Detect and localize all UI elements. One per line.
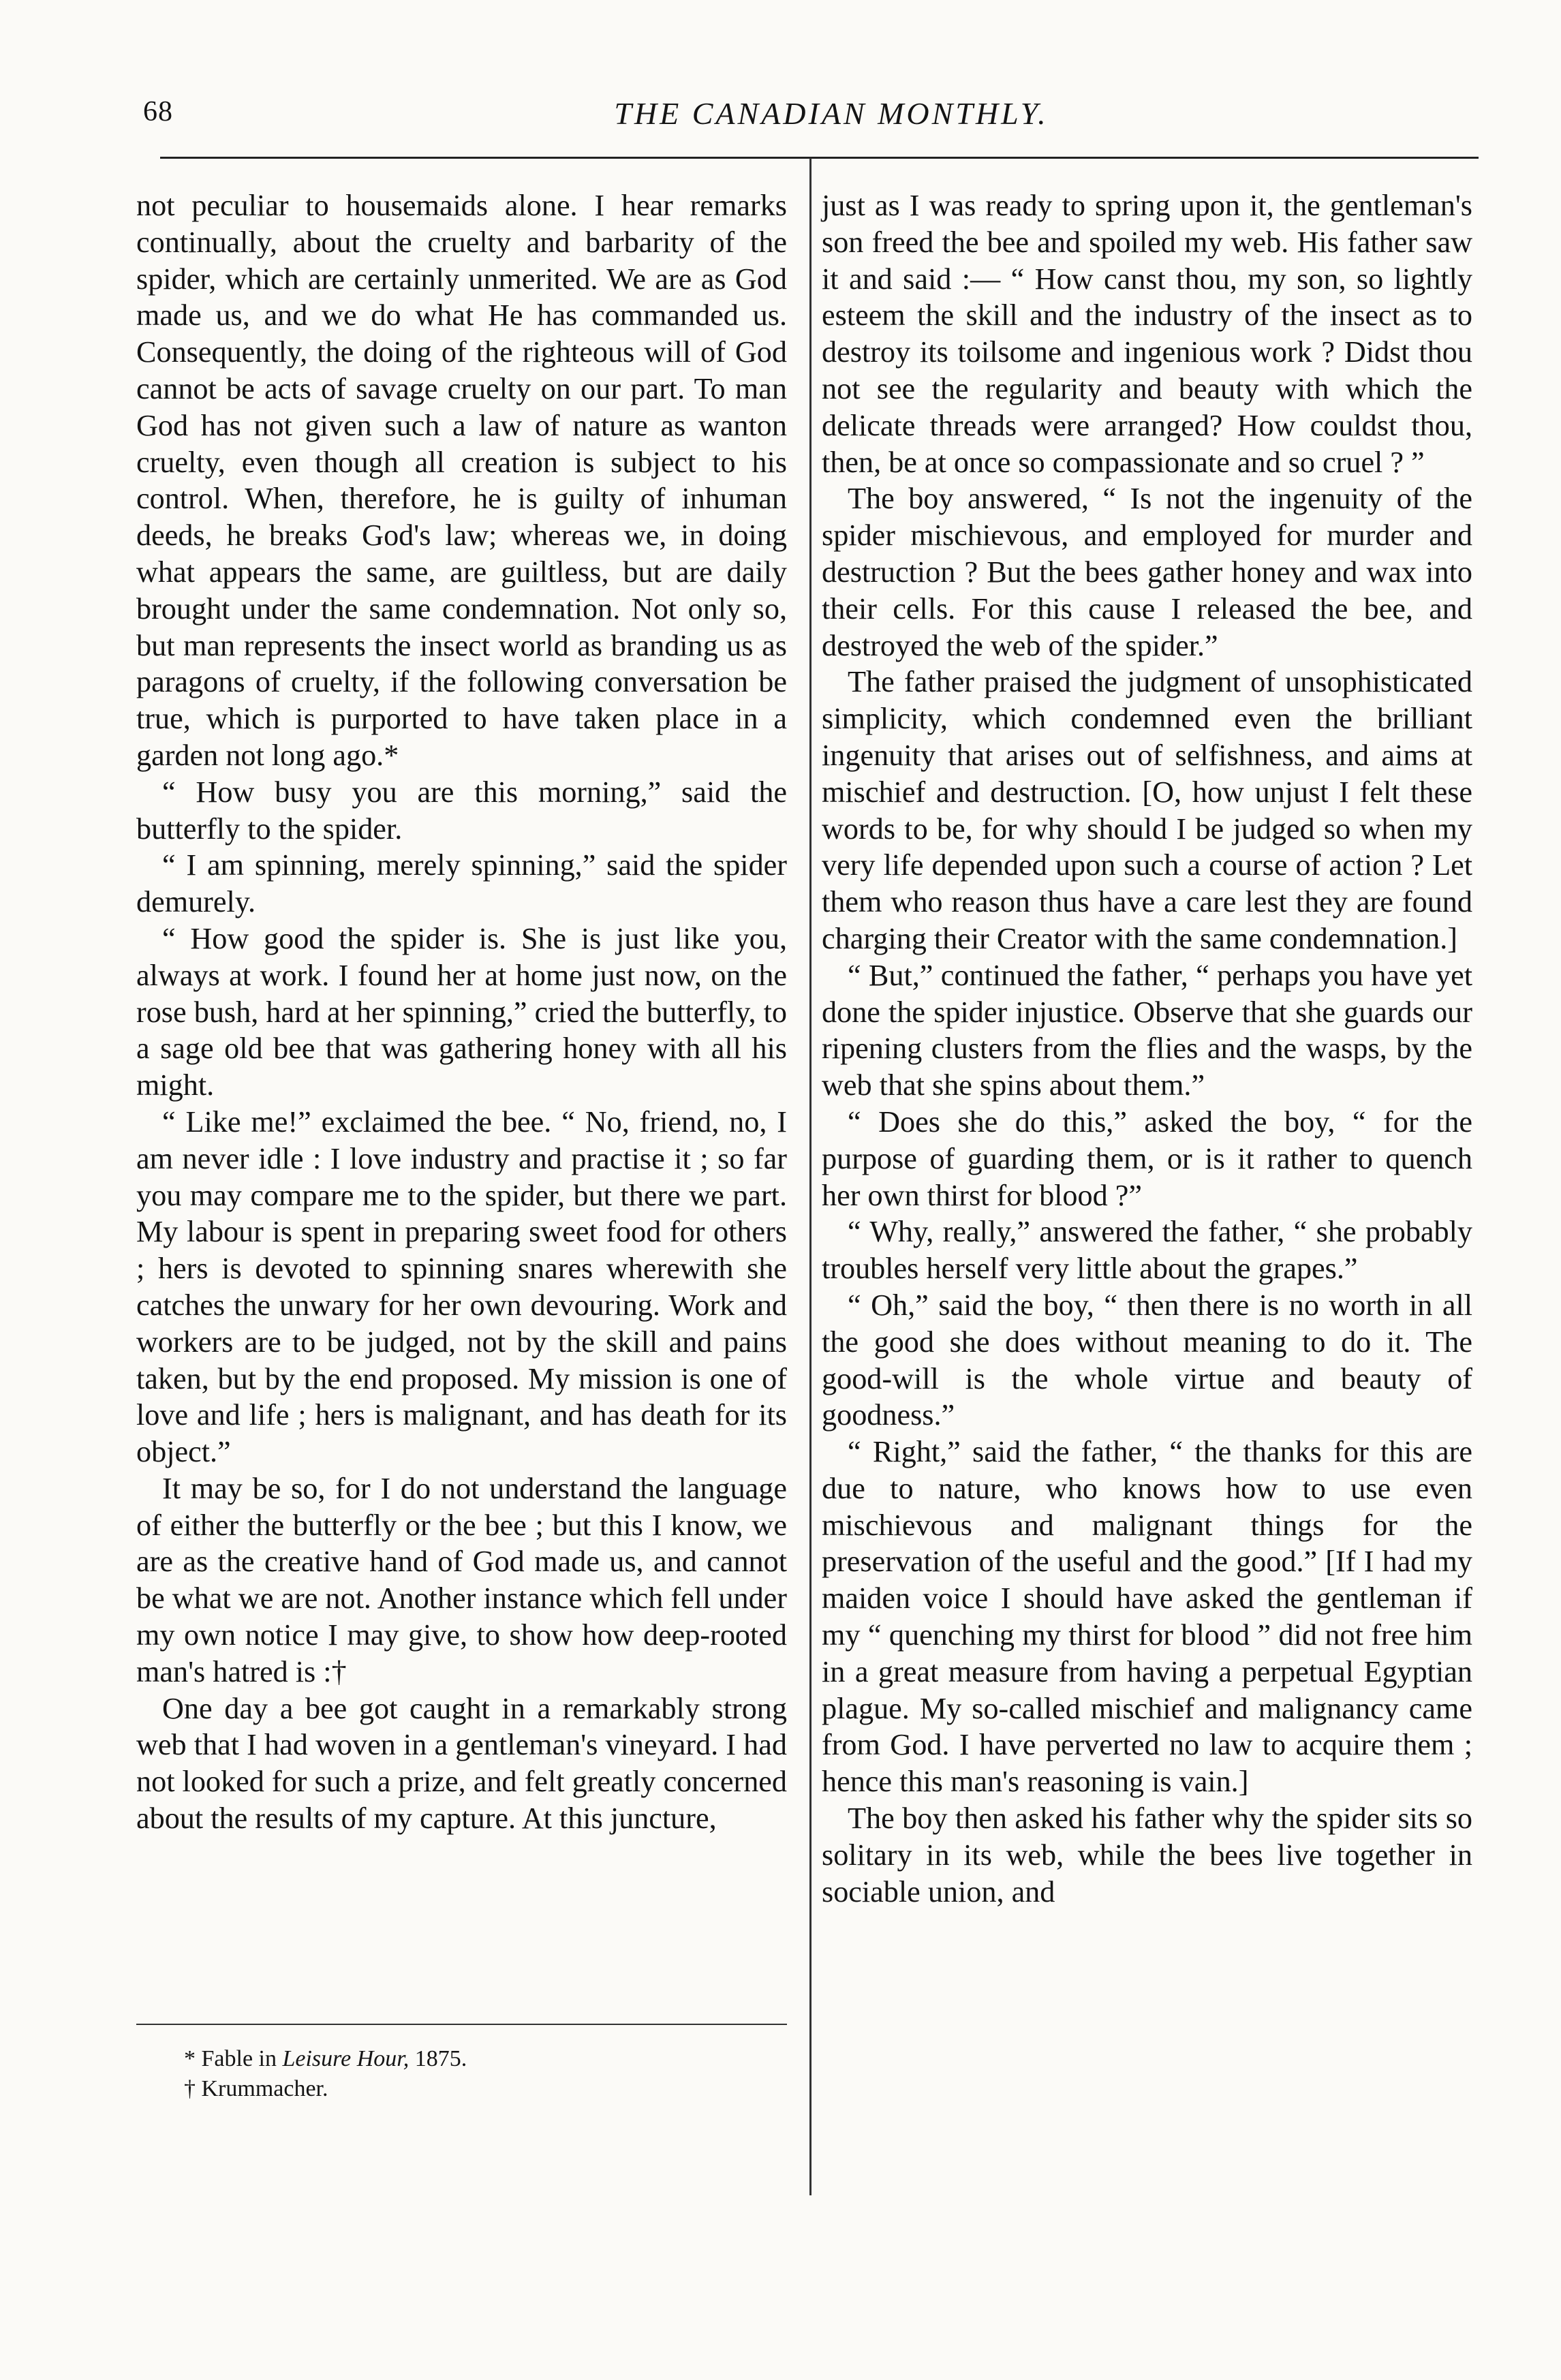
- running-header: [143, 95, 1479, 143]
- running-title: THE CANADIAN MONTHLY.: [614, 96, 1049, 131]
- paragraph: just as I was ready to spring upon it, the gentleman's son freed the bee and spoiled my web. His father saw it and said :— “ How canst thou, my son, so lightly esteem the skill and the industry of the insect as to destroy its toilsome and ingenious work ? Didst thou not see the regularity and beauty with which the delicate threads were arranged? How couldst thou, then, be at once so compassionate and so cruel ? ”: [822, 189, 1472, 479]
- left-column: [136, 187, 787, 1837]
- column-divider: [809, 158, 812, 2195]
- footnote-rule: [136, 2024, 787, 2025]
- paragraph: “ Does she do this,” asked the boy, “ for the purpose of guarding them, or is it rather to quench her own thirst for blood ?”: [822, 1104, 1472, 1212]
- footnote-marker: *: [184, 2046, 196, 2071]
- paragraph: “ Right,” said the father, “ the thanks for this are due to nature, who knows how to use even mischievous and malignant things for the preservation of the useful and the good.” [If I had my maiden voice I should have asked the gentleman if my “ quenching my thirst for blood ” did not free him in a great measure from having a perpetual Egyptian plague. My so-called mischief and malignancy came from God. I have perverted no law to acquire them ; hence this man's reasoning is vain.]: [822, 1435, 1472, 1799]
- paragraph: “ But,” continued the father, “ perhaps you have yet done the spider injustice. Observe that she guards our ripening clusters from the flies and the wasps, by the web that she spins about them.”: [822, 958, 1472, 1102]
- paragraph: One day a bee got caught in a remarkably strong web that I had woven in a gentleman's vineyard. I had not looked for such a prize, and felt greatly concerned about the results of my capture. At this juncture,: [136, 1691, 787, 1836]
- paragraph: “ Oh,” said the boy, “ then there is no worth in all the good she does without meaning to do it. The good-will is the whole virtue and beauty of goodness.”: [822, 1288, 1472, 1432]
- paragraph: “ I am spinning, merely spinning,” said the spider demurely.: [136, 848, 787, 919]
- paragraph: not peculiar to housemaids alone. I hear remarks continually, about the cruelty and barbarity of the spider, which are certainly unmerited. We are as God made us, and we do what He has commanded us. Consequently, the doing of the righteous will of God cannot be acts of savage cruelty on our part. To man God has not given such a law of nature as wanton cruelty, even though all creation is subject to his control. When, therefore, he is guilty of inhuman deeds, he breaks God's law; whereas we, in doing what appears the same, are guiltless, but are daily brought under the same condemnation. Not only so, but man represents the insect world as branding us as paragons of cruelty, if the following conversation be true, which is purported to have taken place in a garden not long ago.*: [136, 189, 787, 772]
- paragraph: The boy then asked his father why the spider sits so solitary in its web, while the bees live together in sociable union, and: [822, 1802, 1472, 1908]
- right-column: [822, 187, 1472, 1910]
- footnote-1: [184, 2044, 784, 2074]
- paragraph: “ Like me!” exclaimed the bee. “ No, friend, no, I am never idle : I love industry and practise it ; so far you may compare me to the spider, but there we part. My labour is spent in preparing sweet food for others ; hers is devoted to spinning snares wherewith she catches the unwary for her own devouring. Work and workers are to be judged, not by the skill and pains taken, but by the end proposed. My mission is one of love and life ; hers is malignant, and has death for its object.”: [136, 1104, 787, 1469]
- footnote-text: Krummacher.: [201, 2076, 328, 2101]
- paragraph: “ How good the spider is. She is just like you, always at work. I found her at home just now, on the rose bush, hard at her spinning,” cried the butterfly, to a sage old bee that was gathering honey with all his might.: [136, 921, 787, 1102]
- page-number: 68: [143, 96, 173, 127]
- paragraph: “ Why, really,” answered the father, “ she probably troubles herself very little about the grapes.”: [822, 1215, 1472, 1286]
- paragraph: “ How busy you are this morning,” said the butterfly to the spider.: [136, 775, 787, 846]
- footnote-text-after: 1875.: [409, 2046, 467, 2071]
- paragraph: The father praised the judgment of unsophisticated simplicity, which condemned even the brilliant ingenuity that arises out of selfishness, and aims at mischief and destruction. [O, how unjust I felt these words to be, for why should I be judged so when my very life depended upon such a course of action ? Let them who reason thus have a care lest they are found charging their Creator with the same condemnation.]: [822, 665, 1472, 955]
- footnote-text: Fable in: [201, 2046, 283, 2071]
- footnote-marker: †: [184, 2076, 196, 2101]
- footnote-italic-title: Leisure Hour,: [282, 2046, 409, 2071]
- header-rule: [160, 157, 1479, 159]
- footnotes: [184, 2044, 784, 2104]
- paragraph: The boy answered, “ Is not the ingenuity of the spider mischievous, and employed for murder and destruction ? But the bees gather honey and wax into their cells. For this cause I released the bee, and destroyed the web of the spider.”: [822, 482, 1472, 662]
- footnote-2: [184, 2074, 784, 2104]
- paragraph: It may be so, for I do not understand the language of either the butterfly or the bee ; but this I know, we are as the creative hand of God made us, and cannot be what we are not. Another instance which fell under my own notice I may give, to show how deep-rooted man's hatred is :†: [136, 1471, 787, 1688]
